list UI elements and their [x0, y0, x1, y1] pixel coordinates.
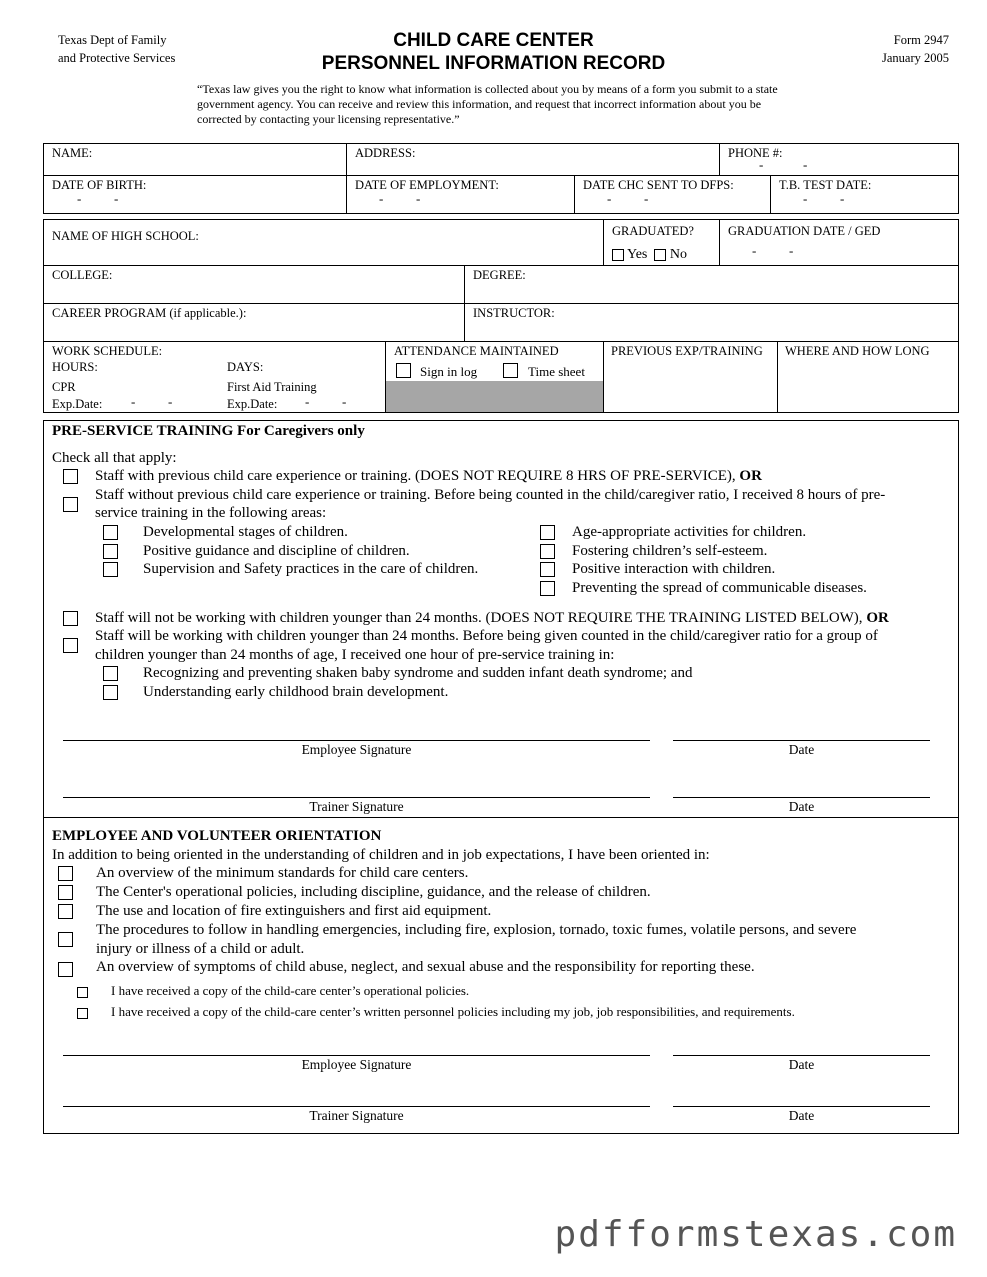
infant-training-checkbox[interactable] — [103, 666, 118, 681]
orientation-item: The procedures to follow in handling emergencies, including fire, explosion, tornado, toxic fumes, volatile persons, and severe — [96, 922, 857, 938]
chc-date-field[interactable] — [575, 175, 769, 213]
prior-experience-text: Staff with previous child care experience or training. (DOES NOT REQUIRE 8 HRS OF PRE-SERVICE), OR — [95, 468, 762, 484]
personnel-policies-receipt-label: I have received a copy of the child-care center’s written personnel policies including my job, job responsibilities, and requirements. — [111, 1004, 795, 1019]
orientation-checkbox[interactable] — [58, 904, 73, 919]
time-sheet-checkbox[interactable] — [503, 363, 518, 378]
first-aid-exp-dash: - — [305, 394, 310, 409]
form-title — [0, 29, 987, 75]
area-label: Positive interaction with children. — [572, 561, 776, 577]
operational-policies-receipt-label: I have received a copy of the child-care center’s operational policies. — [111, 983, 470, 998]
cpr-exp-dash: - — [131, 394, 136, 409]
career-program-field[interactable] — [44, 303, 463, 340]
orientation-item: An overview of symptoms of child abuse, neglect, and sexual abuse and the responsibility for reporting these. — [96, 959, 755, 975]
no-label: No — [669, 247, 687, 262]
privacy-notice: “Texas law gives you the right to know what information is collected about you by means of a form you submit to a state government agency. You can receive and review this information, and request that incorrect information about you be corrected by contacting your licensing representative.” — [197, 82, 778, 126]
tb-test-date-field[interactable] — [771, 175, 958, 213]
operational-policies-receipt-checkbox[interactable] — [77, 987, 88, 998]
area-checkbox[interactable] — [103, 544, 118, 559]
sign-in-log-label: Sign in log — [420, 364, 478, 379]
employee-signature-label: Employee Signature — [301, 1057, 412, 1072]
college-label: COLLEGE: — [52, 268, 113, 282]
infant-training-label: Understanding early childhood brain development. — [143, 684, 449, 700]
phone-field[interactable] — [720, 143, 958, 174]
area-label: Age-appropriate activities for children. — [572, 524, 807, 540]
dob-label: DATE OF BIRTH: — [52, 178, 147, 192]
area-checkbox[interactable] — [540, 544, 555, 559]
employment-date-label: DATE OF EMPLOYMENT: — [355, 178, 499, 192]
address-field[interactable] — [347, 143, 717, 174]
form-id — [882, 31, 949, 67]
area-label: Developmental stages of children. — [143, 524, 348, 540]
dob-dash: - — [114, 191, 119, 206]
no-experience-text-2: service training in the following areas: — [95, 505, 327, 521]
date-label: Date — [788, 1108, 815, 1123]
area-label: Positive guidance and discipline of children. — [143, 543, 410, 559]
infants-text-1: Staff will be working with children younger than 24 months. Before being given counted in the child/caregiver ratio for a group of — [95, 628, 878, 644]
chc-date-dash: - — [607, 191, 612, 206]
no-infants-text: Staff will not be working with children younger than 24 months. (DOES NOT REQUIRE THE TRAINING LISTED BELOW), OR — [95, 610, 889, 626]
phone-label: PHONE #: — [728, 146, 783, 160]
tb-test-dash: - — [803, 191, 808, 206]
cpr-exp-dash: - — [168, 394, 173, 409]
degree-label: DEGREE: — [473, 268, 526, 282]
orientation-checkbox[interactable] — [58, 885, 73, 900]
area-checkbox[interactable] — [103, 525, 118, 540]
cpr-label: CPR — [52, 380, 76, 394]
degree-field[interactable] — [465, 265, 958, 302]
chc-date-label: DATE CHC SENT TO DFPS: — [583, 178, 734, 192]
infants-checkbox[interactable] — [63, 638, 78, 653]
no-experience-text-1: Staff without previous child care experience or training. Before being counted in the child/caregiver ratio, I received 8 hours of pre- — [95, 487, 886, 503]
employee-signature-label: Employee Signature — [301, 742, 412, 757]
tb-test-date-label: T.B. TEST DATE: — [779, 178, 872, 192]
orientation-checkbox[interactable] — [58, 962, 73, 977]
infant-training-label: Recognizing and preventing shaken baby syndrome and sudden infant death syndrome; and — [143, 665, 693, 681]
attendance-label: ATTENDANCE MAINTAINED — [394, 344, 559, 358]
employee-signature-line[interactable] — [63, 740, 650, 741]
graduation-date-label: GRADUATION DATE / GED — [728, 224, 881, 238]
infant-training-checkbox[interactable] — [103, 685, 118, 700]
hours-label: HOURS: — [52, 360, 98, 374]
orientation-item: injury or illness of a child or adult. — [96, 941, 305, 957]
chc-date-dash: - — [644, 191, 649, 206]
dob-field[interactable] — [44, 175, 344, 213]
graduation-date-dash: - — [752, 243, 757, 258]
trainer-signature-label: Trainer Signature — [309, 1108, 404, 1123]
date-line[interactable] — [673, 1106, 930, 1107]
agency-line-2: and Protective Services — [58, 51, 176, 65]
orientation-heading: EMPLOYEE AND VOLUNTEER ORIENTATION — [52, 828, 382, 844]
first-aid-label: First Aid Training — [227, 380, 317, 394]
site-watermark: pdfformstexas.com — [554, 1214, 957, 1255]
form-date: January 2005 — [882, 51, 949, 65]
cpr-exp-date-label: Exp.Date: — [52, 397, 103, 411]
graduation-date-dash: - — [789, 243, 794, 258]
no-infants-checkbox[interactable] — [63, 611, 78, 626]
orientation-checkbox[interactable] — [58, 866, 73, 881]
orientation-intro: In addition to being oriented in the understanding of children and in job expectations, I have been oriented in: — [52, 847, 710, 863]
title-line-2: PERSONNEL INFORMATION RECORD — [321, 53, 666, 74]
work-schedule-label: WORK SCHEDULE: — [52, 344, 163, 358]
trainer-signature-label: Trainer Signature — [309, 799, 404, 814]
area-checkbox[interactable] — [540, 581, 555, 596]
area-label: Supervision and Safety practices in the care of children. — [143, 561, 479, 577]
employment-date-dash: - — [416, 191, 421, 206]
tb-test-dash: - — [840, 191, 845, 206]
date-label: Date — [788, 742, 815, 757]
graduated-label: GRADUATED? — [612, 224, 694, 238]
area-label: Preventing the spread of communicable diseases. — [572, 580, 867, 596]
instructor-label: INSTRUCTOR: — [473, 306, 555, 320]
personnel-policies-receipt-checkbox[interactable] — [77, 1008, 88, 1019]
first-aid-exp-date-label: Exp.Date: — [227, 397, 278, 411]
phone-dash: - — [803, 157, 808, 172]
date-line[interactable] — [673, 740, 930, 741]
infants-text-2: children younger than 24 months of age, I received one hour of pre-service training in: — [95, 647, 615, 663]
sign-in-log-checkbox[interactable] — [396, 363, 411, 378]
form-number: Form 2947 — [893, 33, 949, 47]
no-experience-checkbox[interactable] — [63, 497, 78, 512]
area-checkbox[interactable] — [103, 562, 118, 577]
previous-experience-label: PREVIOUS EXP/TRAINING — [611, 344, 763, 358]
date-label: Date — [788, 799, 815, 814]
area-label: Fostering children’s self-esteem. — [572, 543, 768, 559]
graduated-yes-checkbox[interactable] — [612, 249, 624, 261]
graduated-field — [604, 221, 718, 264]
check-all-label: Check all that apply: — [52, 450, 177, 466]
high-school-field[interactable] — [44, 226, 594, 262]
college-field[interactable] — [44, 265, 463, 302]
area-checkbox[interactable] — [540, 525, 555, 540]
orientation-checkbox[interactable] — [58, 932, 73, 947]
first-aid-exp-dash: - — [342, 394, 347, 409]
orientation-item: The Center's operational policies, including discipline, guidance, and the release of children. — [96, 884, 651, 900]
orientation-item: An overview of the minimum standards for child care centers. — [96, 865, 469, 881]
phone-dash: - — [759, 157, 764, 172]
date-label: Date — [788, 1057, 815, 1072]
address-label: ADDRESS: — [355, 146, 416, 160]
dob-dash: - — [77, 191, 82, 206]
area-checkbox[interactable] — [540, 562, 555, 577]
trainer-signature-line[interactable] — [63, 1106, 650, 1107]
orientation-item: The use and location of fire extinguishers and first aid equipment. — [96, 903, 492, 919]
where-how-long-label: WHERE AND HOW LONG — [785, 344, 930, 358]
name-label: NAME: — [52, 146, 93, 160]
high-school-label: NAME OF HIGH SCHOOL: — [52, 229, 199, 243]
instructor-field[interactable] — [465, 303, 958, 340]
yes-label: Yes — [626, 247, 648, 262]
agency-line-1: Texas Dept of Family — [58, 33, 167, 47]
employee-signature-line[interactable] — [63, 1055, 650, 1056]
prior-experience-checkbox[interactable] — [63, 469, 78, 484]
name-field[interactable] — [44, 143, 344, 174]
title-line-1: CHILD CARE CENTER — [393, 30, 594, 51]
days-label: DAYS: — [227, 360, 264, 374]
trainer-signature-line[interactable] — [63, 797, 650, 798]
preservice-heading: PRE-SERVICE TRAINING For Caregivers only — [52, 423, 365, 439]
shaded-area — [386, 381, 603, 412]
date-line[interactable] — [673, 1055, 930, 1056]
career-program-label: CAREER PROGRAM (if applicable.): — [52, 306, 247, 320]
employment-date-dash: - — [379, 191, 384, 206]
date-line[interactable] — [673, 797, 930, 798]
time-sheet-label: Time sheet — [528, 364, 585, 379]
graduated-no-checkbox[interactable] — [654, 249, 666, 261]
